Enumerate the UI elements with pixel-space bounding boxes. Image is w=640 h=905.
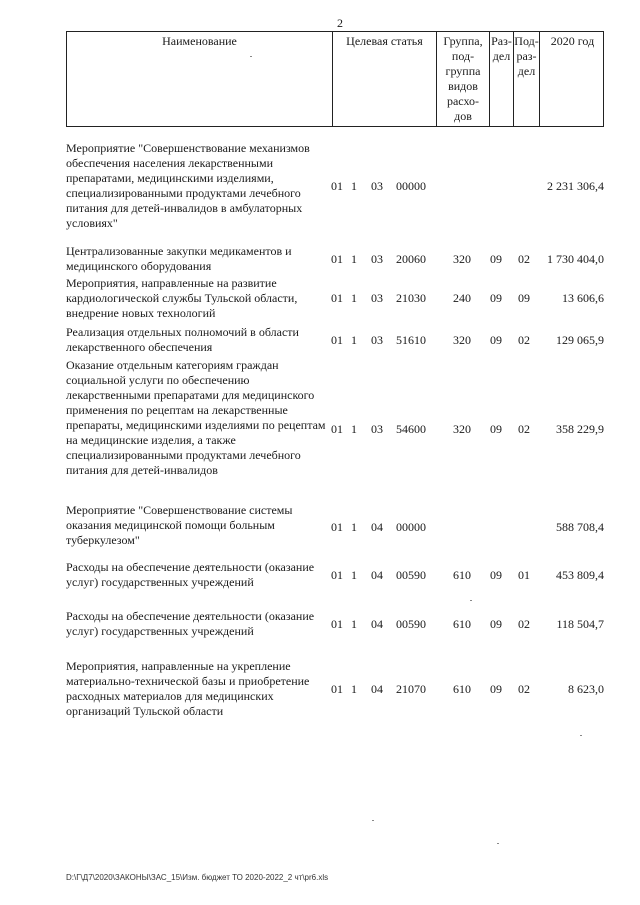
row-code-1: 01 xyxy=(331,333,343,347)
row-code-4: 20060 xyxy=(396,252,426,266)
row-code-1: 01 xyxy=(331,520,343,534)
row-name: Оказание отдельным категориям граждан социальной услуги по обеспечению лекарственными препаратами для медицинского применения по рецептам на лекарственные препараты, медицинскими изделиями по рецептам на медицинские изделия, а также специализированными продуктами лечебного питания для детей-инвалидов xyxy=(66,358,326,477)
header-year-label: 2020 год xyxy=(550,34,595,48)
row-group: 320 xyxy=(453,333,471,347)
row-name: Мероприятия, направленные на развитие кардиологической службы Тульской области, внедрение новых технологий xyxy=(66,276,298,320)
row-code-4: 00000 xyxy=(396,179,426,193)
table-row xyxy=(66,141,604,236)
row-subsection: 02 xyxy=(518,422,530,436)
row-code-1: 01 xyxy=(331,682,343,696)
row-code-3: 04 xyxy=(371,617,383,631)
row-code-2: 1 xyxy=(351,520,357,534)
row-amount: 118 504,7 xyxy=(556,617,604,631)
row-amount: 129 065,9 xyxy=(556,333,604,347)
header-subsection xyxy=(513,32,539,126)
row-group: 320 xyxy=(453,252,471,266)
row-code-2: 1 xyxy=(351,422,357,436)
row-amount: 453 809,4 xyxy=(556,568,604,582)
row-name: Централизованные закупки медикаментов и медицинского оборудования xyxy=(66,244,292,273)
row-amount: 8 623,0 xyxy=(568,682,604,696)
row-code-4: 00590 xyxy=(396,568,426,582)
header-section-line: Раз- xyxy=(491,34,512,48)
row-section: 09 xyxy=(490,682,502,696)
row-group: 320 xyxy=(453,422,471,436)
row-group: 610 xyxy=(453,568,471,582)
row-section: 09 xyxy=(490,568,502,582)
row-name: Мероприятие "Совершенствование механизмов обеспечения населения лекарственными препаратами, медицинскими изделиями, специализированными продуктами лечебного питания для детей-инвалидов в амбулаторных условиях" xyxy=(66,141,310,230)
table-row xyxy=(66,276,604,324)
header-group-line: под- xyxy=(451,49,475,63)
table-row xyxy=(66,325,604,357)
row-amount: 1 730 404,0 xyxy=(547,252,604,266)
row-code-4: 00590 xyxy=(396,617,426,631)
header-section-line: дел xyxy=(492,49,511,63)
header-year xyxy=(539,32,605,126)
scan-speck xyxy=(470,600,472,601)
row-code-1: 01 xyxy=(331,179,343,193)
header-subsection-line: Под- xyxy=(514,34,539,48)
row-code-2: 1 xyxy=(351,682,357,696)
page-number: 2 xyxy=(337,16,343,30)
row-code-1: 01 xyxy=(331,252,343,266)
header-group-line: Группа, xyxy=(443,34,483,48)
row-amount: 588 708,4 xyxy=(556,520,604,534)
header-subsection-line: дел xyxy=(517,64,536,78)
scan-speck xyxy=(250,56,252,57)
row-code-3: 04 xyxy=(371,682,383,696)
footer-file-path: D:\Г\Д7\2020\ЗАКОНЫ\ЗАС_15\Изм. бюджет ТО 2020-2022_2 чт\pr6.xls xyxy=(66,873,329,882)
row-code-2: 1 xyxy=(351,252,357,266)
row-subsection: 02 xyxy=(518,617,530,631)
row-code-3: 03 xyxy=(371,333,383,347)
scan-speck xyxy=(580,735,582,736)
row-code-1: 01 xyxy=(331,617,343,631)
header-group-line: видов xyxy=(448,79,478,93)
header-group-line: дов xyxy=(454,109,472,123)
row-code-3: 03 xyxy=(371,179,383,193)
row-code-1: 01 xyxy=(331,422,343,436)
row-section: 09 xyxy=(490,422,502,436)
row-section: 09 xyxy=(490,617,502,631)
row-name: Мероприятия, направленные на укрепление материально-технической базы и приобретение расходных материалов для медицинских организаций Тульской области xyxy=(66,659,310,718)
row-group: 610 xyxy=(453,617,471,631)
row-code-1: 01 xyxy=(331,568,343,582)
table-row xyxy=(66,659,604,723)
row-code-4: 51610 xyxy=(396,333,426,347)
table-row xyxy=(66,503,604,551)
header-name xyxy=(67,32,332,126)
row-code-2: 1 xyxy=(351,333,357,347)
row-amount: 13 606,6 xyxy=(562,291,604,305)
row-name: Мероприятие "Совершенствование системы оказания медицинской помощи больным туберкулезом" xyxy=(66,503,293,547)
table-row xyxy=(66,560,604,592)
row-code-2: 1 xyxy=(351,617,357,631)
table-row xyxy=(66,244,604,276)
header-target xyxy=(332,32,436,126)
row-name: Расходы на обеспечение деятельности (оказание услуг) государственных учреждений xyxy=(66,560,315,589)
row-subsection: 02 xyxy=(518,252,530,266)
row-group: 240 xyxy=(453,291,471,305)
row-section: 09 xyxy=(490,291,502,305)
row-code-3: 03 xyxy=(371,291,383,305)
header-group xyxy=(436,32,489,126)
header-name-label: Наименование xyxy=(162,34,237,48)
row-code-4: 21030 xyxy=(396,291,426,305)
table-row xyxy=(66,609,604,641)
row-code-2: 1 xyxy=(351,568,357,582)
header-subsection-line: раз- xyxy=(516,49,537,63)
row-code-3: 04 xyxy=(371,520,383,534)
header-group-line: расхо- xyxy=(446,94,480,108)
row-code-4: 00000 xyxy=(396,520,426,534)
row-code-3: 04 xyxy=(371,568,383,582)
row-amount: 358 229,9 xyxy=(556,422,604,436)
header-group-line: группа xyxy=(445,64,481,78)
row-group: 610 xyxy=(453,682,471,696)
row-code-2: 1 xyxy=(351,291,357,305)
row-code-4: 54600 xyxy=(396,422,426,436)
row-amount: 2 231 306,4 xyxy=(547,179,604,193)
table-row xyxy=(66,358,604,503)
row-subsection: 01 xyxy=(518,568,530,582)
row-subsection: 02 xyxy=(518,333,530,347)
row-section: 09 xyxy=(490,252,502,266)
table-header xyxy=(66,31,604,127)
row-name: Реализация отдельных полномочий в области лекарственного обеспечения xyxy=(66,325,299,354)
row-name: Расходы на обеспечение деятельности (оказание услуг) государственных учреждений xyxy=(66,609,315,638)
row-subsection: 09 xyxy=(518,291,530,305)
row-code-3: 03 xyxy=(371,422,383,436)
row-code-3: 03 xyxy=(371,252,383,266)
header-target-label: Целевая статья xyxy=(346,34,423,48)
row-code-1: 01 xyxy=(331,291,343,305)
scan-speck xyxy=(497,843,499,844)
row-subsection: 02 xyxy=(518,682,530,696)
row-code-4: 21070 xyxy=(396,682,426,696)
header-section xyxy=(489,32,513,126)
scan-speck xyxy=(372,820,374,821)
row-code-2: 1 xyxy=(351,179,357,193)
row-section: 09 xyxy=(490,333,502,347)
